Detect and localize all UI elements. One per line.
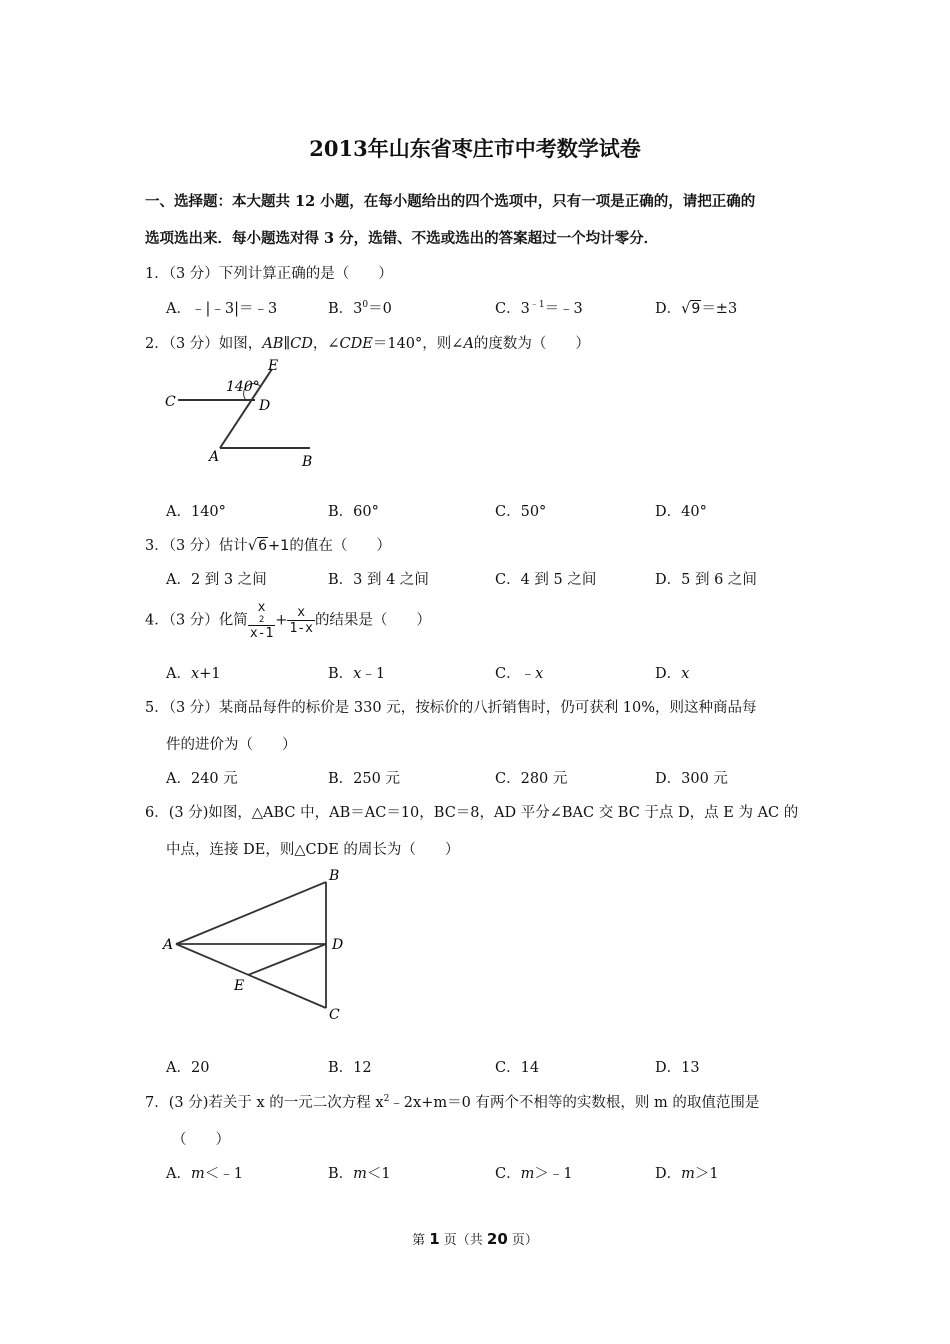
question-7-line2: （ ） bbox=[172, 1132, 230, 1148]
question-6-line1: 6．(3 分)如图，△ABC 中，AB＝AC＝10，BC＝8，AD 平分∠BAC 交 BC 于点 D，点 E 为 AC 的 bbox=[145, 805, 799, 821]
q4-option-b: B．x﹣1 bbox=[328, 666, 386, 682]
q5-option-b: B．250 元 bbox=[328, 771, 400, 787]
q1-option-b: B．$3^0=0$ bbox=[328, 300, 392, 317]
question-7-line1: 7．(3 分)若关于 x 的一元二次方程 $x^2﹣2x+m=0$ 有两个不相等的实数根，则 m 的取值范围是 bbox=[145, 1094, 760, 1111]
point-c-label: C bbox=[165, 394, 176, 410]
fraction-2: $\frac{x}{1-x}$ bbox=[289, 605, 313, 636]
q7-option-a: A．m＜﹣1 bbox=[166, 1166, 243, 1182]
page-footer: 第 1 页（共 20 页） bbox=[412, 1230, 538, 1248]
page-title: 2013年山东省枣庄市中考数学试卷 bbox=[309, 136, 641, 161]
q2-option-d: D．40° bbox=[655, 504, 707, 520]
q1-option-a: A．﹣|﹣3|＝﹣3 bbox=[166, 301, 278, 317]
page-total: 20 bbox=[486, 1230, 508, 1248]
q6-option-a: A．20 bbox=[166, 1060, 210, 1076]
q5-option-d: D．300 元 bbox=[655, 771, 728, 787]
point-e-label: E bbox=[268, 358, 279, 374]
q3-option-b: B．3 到 4 之间 bbox=[328, 572, 429, 588]
section-instructions-line2: 选项选出来．每小题选对得 3 分，选错、不选或选出的答案超过一个均计零分． bbox=[145, 230, 659, 247]
q5-option-a: A．240 元 bbox=[166, 771, 238, 787]
point-a-label: A bbox=[209, 449, 220, 465]
q6-option-d: D．13 bbox=[655, 1060, 700, 1076]
q4-option-a: A．x+1 bbox=[166, 666, 221, 682]
point-d-label: D bbox=[259, 398, 271, 414]
q2-option-c: C．50° bbox=[495, 504, 547, 520]
question-2-stem: 2．（3 分）如图，AB∥CD，∠CDE＝140°，则∠A的度数为（ ） bbox=[145, 336, 590, 352]
q1-option-d: D．√9＝±3 bbox=[655, 301, 738, 317]
point-a-label: A bbox=[163, 937, 174, 953]
segment-de bbox=[248, 944, 326, 975]
q3-option-a: A．2 到 3 之间 bbox=[166, 572, 267, 588]
sqrt-symbol: √ bbox=[681, 301, 691, 317]
point-d-label: D bbox=[332, 937, 344, 953]
q6-option-b: B．12 bbox=[328, 1060, 372, 1076]
q2-option-b: B．60° bbox=[328, 504, 379, 520]
point-b-label: B bbox=[329, 868, 340, 884]
point-c-label: C bbox=[329, 1007, 340, 1023]
q4-option-c: C．﹣x bbox=[495, 666, 544, 682]
question-4-stem: 4．（3 分）化简 x 2 x-1 + $\frac{x}{1-x}$ 的结果是（ ） bbox=[145, 600, 431, 641]
q1-option-c: C．$3^{﹣1}=﹣3$ bbox=[495, 300, 583, 317]
q3-option-c: C．4 到 5 之间 bbox=[495, 572, 597, 588]
question-5-line2: 件的进价为（ ） bbox=[166, 737, 297, 753]
q2-figure bbox=[160, 355, 330, 475]
question-6-line2: 中点，连接 DE，则△CDE 的周长为（ ） bbox=[166, 842, 460, 858]
q6-figure bbox=[160, 862, 360, 1032]
point-b-label: B bbox=[302, 454, 313, 470]
section-instructions-line1: 一、选择题：本大题共 12 小题，在每小题给出的四个选项中，只有一项是正确的，请把正确的 bbox=[145, 193, 756, 210]
q2-option-a: A．140° bbox=[166, 504, 226, 520]
question-3-stem: 3．（3 分）估计√6+1的值在（ ） bbox=[145, 538, 391, 554]
question-5-line1: 5．（3 分）某商品每件的标价是 330 元，按标价的八折销售时，仍可获利 10%，则这种商品每 bbox=[145, 700, 757, 716]
point-e-label: E bbox=[234, 978, 245, 994]
q7-option-c: C．m＞﹣1 bbox=[495, 1166, 573, 1182]
q3-option-d: D．5 到 6 之间 bbox=[655, 572, 757, 588]
q7-option-b: B．m＜1 bbox=[328, 1166, 391, 1182]
q6-option-c: C．14 bbox=[495, 1060, 540, 1076]
q4-option-d: D．x bbox=[655, 666, 690, 682]
segment-ab bbox=[176, 882, 326, 944]
question-1-stem: 1．（3 分）下列计算正确的是（ ） bbox=[145, 266, 393, 282]
angle-label: 140° bbox=[226, 379, 260, 395]
page-number: 1 bbox=[429, 1230, 440, 1248]
q5-option-c: C．280 元 bbox=[495, 771, 568, 787]
q7-option-d: D．m＞1 bbox=[655, 1166, 719, 1182]
sqrt-symbol: √ bbox=[247, 538, 258, 554]
fraction-1: x 2 x-1 bbox=[249, 600, 274, 641]
